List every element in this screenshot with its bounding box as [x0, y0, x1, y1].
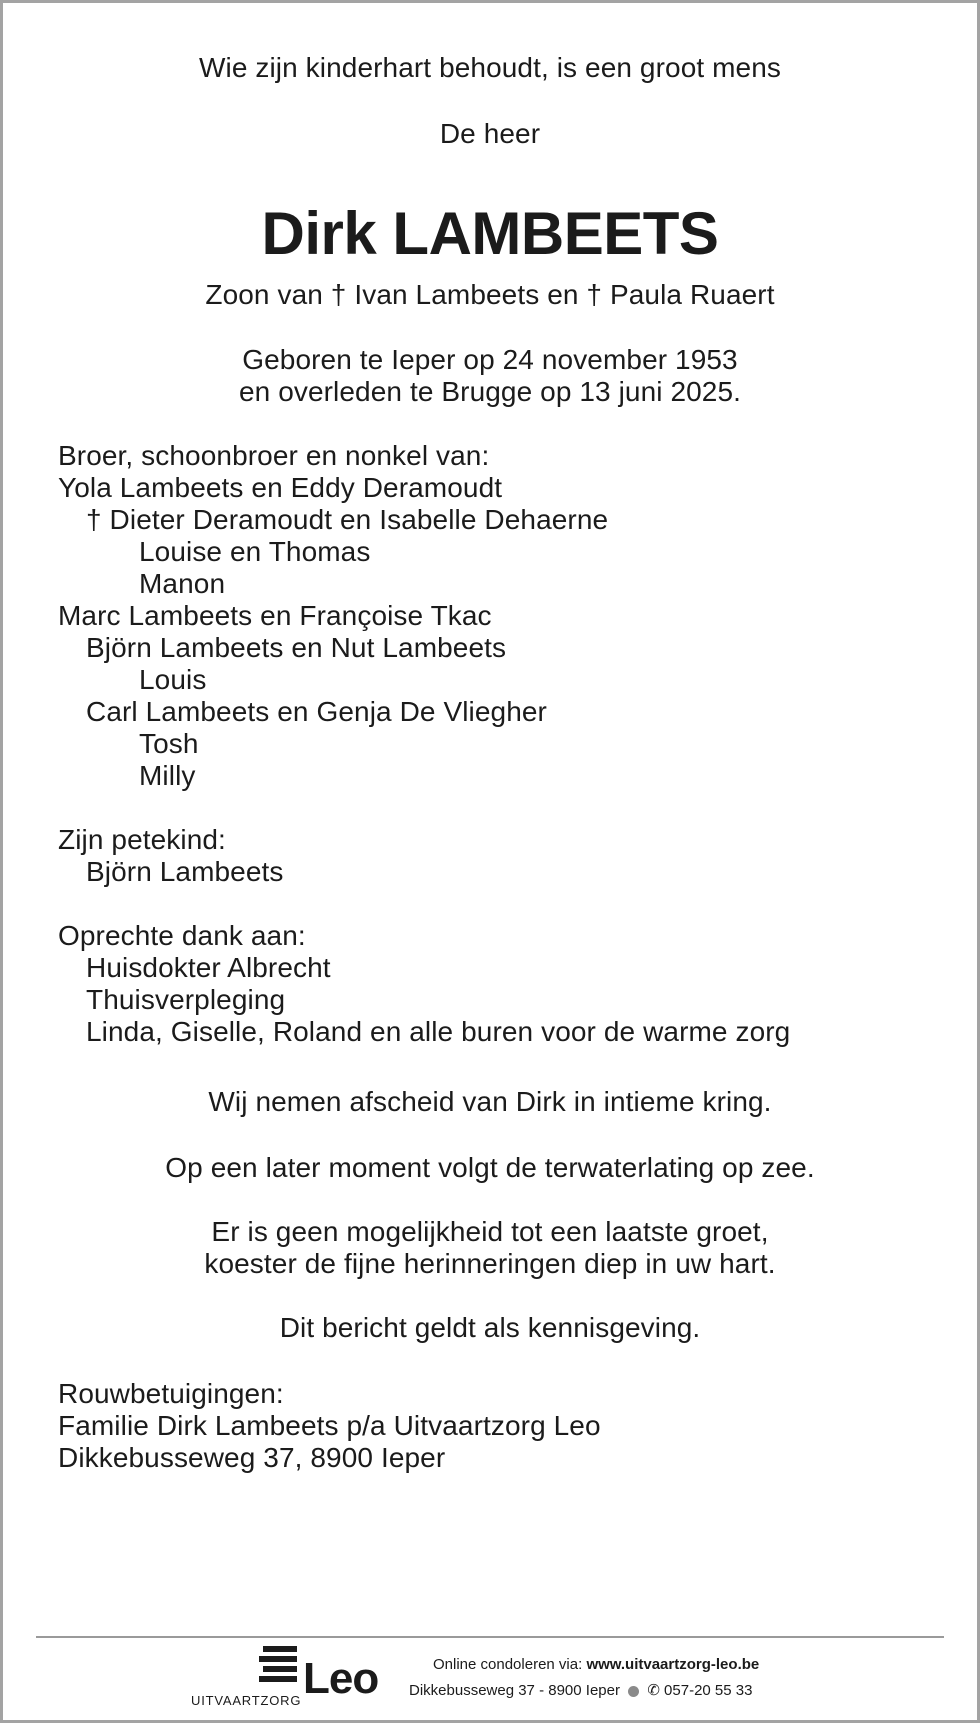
thanks-line: Linda, Giselle, Roland en alle buren voor de warme zorg — [86, 1016, 791, 1047]
family-line: Yola Lambeets en Eddy Deramoudt — [58, 472, 503, 503]
birth-line: Geboren te Ieper op 24 november 1953 — [242, 344, 738, 375]
condolences-street: Dikkebusseweg 37, 8900 Ieper — [58, 1442, 446, 1473]
thanks-line: Thuisverpleging — [86, 984, 286, 1015]
greeting-message: Er is geen mogelijkheid tot een laatste groet, — [211, 1216, 769, 1247]
family-line: Louise en Thomas — [139, 536, 371, 567]
godchild-name: Björn Lambeets — [86, 856, 284, 887]
online-label: Online condoleren via: — [433, 1656, 583, 1673]
condolences-heading: Rouwbetuigingen: — [58, 1378, 284, 1409]
godchild-heading: Zijn petekind: — [58, 824, 226, 855]
thanks-line: Huisdokter Albrecht — [86, 952, 331, 983]
logo-brand: Leo — [303, 1654, 379, 1703]
family-heading: Broer, schoonbroer en nonkel van: — [58, 440, 490, 471]
funeral-home-logo-icon — [259, 1646, 301, 1682]
family-line: Björn Lambeets en Nut Lambeets — [86, 632, 507, 663]
parents-line: Zoon van † Ivan Lambeets en † Paula Ruaert — [205, 279, 775, 310]
family-line: Milly — [139, 760, 196, 791]
footer-divider — [36, 1636, 944, 1638]
footer-phone: ✆ 057-20 55 33 — [647, 1682, 753, 1699]
salutation: De heer — [439, 118, 541, 149]
online-url[interactable]: www.uitvaartzorg-leo.be — [586, 1656, 760, 1673]
family-line: Tosh — [139, 728, 199, 759]
footer-address: Dikkebusseweg 37 - 8900 Ieper — [409, 1682, 620, 1699]
family-line: Louis — [139, 664, 207, 695]
family-line: Marc Lambeets en Françoise Tkac — [58, 600, 492, 631]
ceremony-message: Op een later moment volgt de terwaterlating op zee. — [165, 1152, 815, 1183]
footer-contact-line — [409, 1681, 829, 1701]
deceased-name: Dirk LAMBEETS — [261, 200, 719, 267]
logo-subtitle: UITVAARTZORG — [191, 1693, 302, 1708]
farewell-message: Wij nemen afscheid van Dirk in intieme kring. — [208, 1086, 772, 1117]
family-line: Carl Lambeets en Genja De Vliegher — [86, 696, 547, 727]
footer-online-line — [433, 1655, 853, 1675]
family-line: † Dieter Deramoudt en Isabelle Dehaerne — [86, 504, 609, 535]
separator-dot-icon — [628, 1686, 639, 1697]
notice-message: Dit bericht geldt als kennisgeving. — [279, 1312, 701, 1343]
motto: Wie zijn kinderhart behoudt, is een groot mens — [198, 52, 782, 83]
thanks-heading: Oprechte dank aan: — [58, 920, 306, 951]
death-line: en overleden te Brugge op 13 juni 2025. — [238, 376, 742, 407]
condolences-address: Familie Dirk Lambeets p/a Uitvaartzorg Leo — [58, 1410, 601, 1441]
family-line: Manon — [139, 568, 226, 599]
greeting-message-cont: koester de fijne herinneringen diep in uw hart. — [204, 1248, 776, 1279]
